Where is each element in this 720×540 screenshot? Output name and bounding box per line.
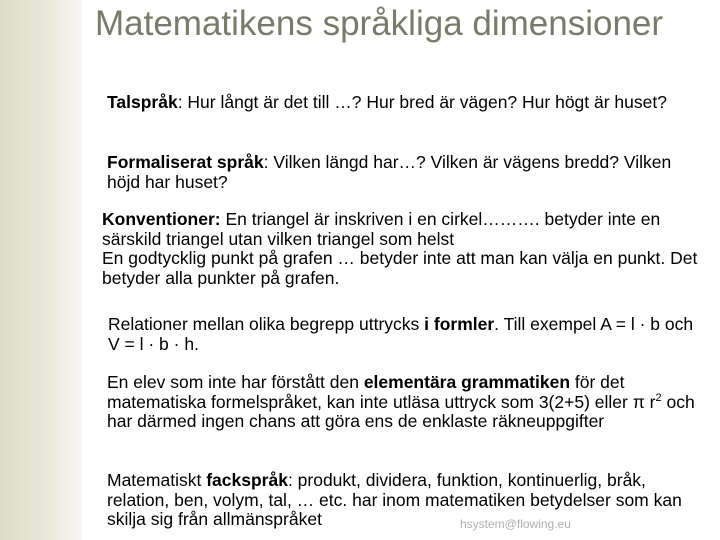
konventioner-line1 (102, 210, 712, 249)
paragraph-fackspråk (107, 471, 712, 530)
text-relationer-post: . Till exempel A = l · b och V = l · b · h. (108, 314, 694, 354)
term-grammatik: elementära grammatiken (363, 372, 571, 392)
text-grammatik-mid: för det matematiska formelspråket, kan inte utläsa uttryck som 3(2+5) eller (107, 372, 633, 412)
text-konventioner: En triangel är inskriven i en cirkel………. betyder inte en särskild triangel utan vilken triangel som helst (102, 209, 661, 249)
slide-title: Matematikens språkliga dimensioner (95, 4, 664, 43)
paragraph-formaliserat (107, 153, 707, 192)
pi-symbol: π (632, 391, 645, 412)
text-formaliserat: : Vilken längd har…? Vilken är vägens bredd? Vilken höjd har huset? (107, 152, 672, 192)
watermark: hsystem@flowing.eu (460, 517, 571, 531)
konventioner-line2: En godtycklig punkt på grafen … betyder inte att man kan välja en punkt. Det betyder alla punkter på grafen. (102, 248, 698, 288)
text-talsprak: : Hur långt är det till …? Hur bred är vägen? Hur högt är huset? (177, 92, 667, 112)
text-grammatik-pre: En elev som inte har förstått den (107, 372, 364, 392)
term-konventioner: Konventioner: (102, 209, 221, 229)
term-formler: i formler (424, 314, 495, 334)
paragraph-grammatik (107, 373, 712, 432)
paragraph-relationer (108, 315, 708, 354)
exponent: 2 (655, 391, 662, 404)
r-symbol: r (644, 391, 656, 412)
paragraph-talsprak (107, 93, 707, 113)
term-talsprak: Talspråk (107, 92, 178, 112)
text-grammatik-post: och har därmed ingen chans att göra ens de enklaste räkneuppgifter (107, 391, 695, 431)
term-fackspråk: fackspråk (206, 470, 288, 490)
text-fack-pre: Matematiskt (107, 470, 207, 490)
paragraph-konventioner (102, 210, 712, 288)
term-formaliserat: Formaliserat språk (107, 152, 264, 172)
decorative-left-band (0, 0, 82, 540)
text-relationer-pre: Relationer mellan olika begrepp uttrycks (108, 314, 425, 334)
text-fack-post: : produkt, dividera, funktion, kontinuerlig, bråk, relation, ben, volym, tal, … etc. har inom matematiken betydelser som kan skilja sig från allmänspråket (107, 470, 682, 529)
